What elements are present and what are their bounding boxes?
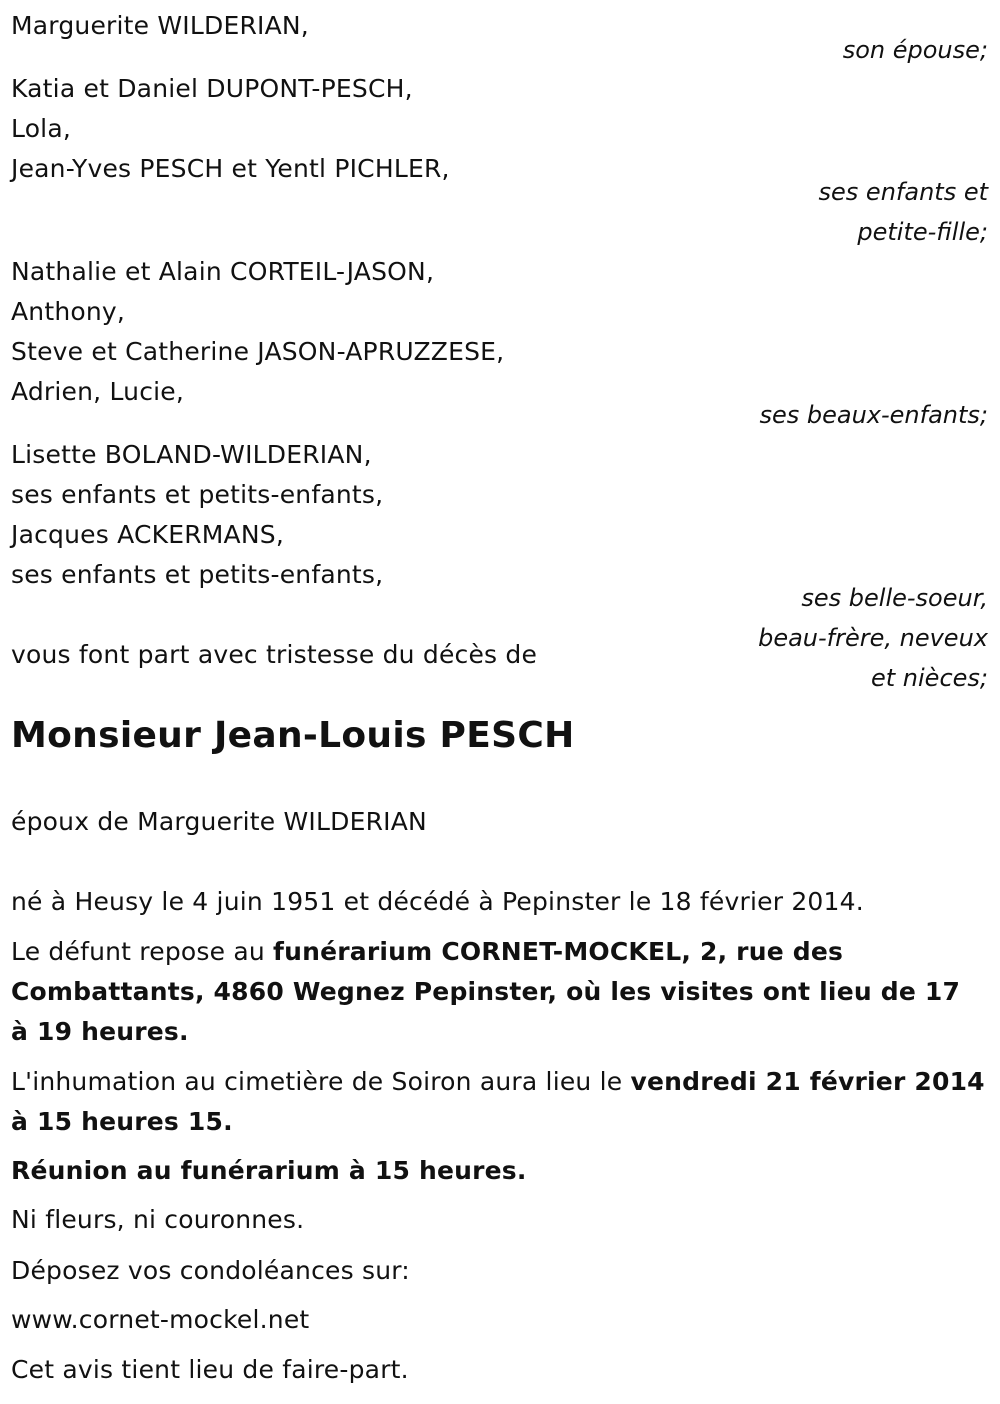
relation-label: petite-fille; — [857, 218, 988, 246]
family-line: Jean-Yves PESCH et Yentl PICHLER, — [11, 154, 450, 183]
relation-label: ses enfants et — [818, 178, 988, 206]
relation-label: beau-frère, neveux — [758, 624, 988, 652]
family-line: ses enfants et petits-enfants, — [11, 560, 384, 589]
family-line: Lola, — [11, 114, 71, 143]
relation-label: ses beaux-enfants; — [759, 401, 988, 429]
notice-line: Cet avis tient lieu de faire-part. — [11, 1355, 409, 1384]
burial-paragraph — [11, 1062, 986, 1142]
meeting-line: Réunion au funérarium à 15 heures. — [11, 1156, 527, 1185]
family-line: Anthony, — [11, 297, 126, 326]
burial-prefix: L'inhumation au cimetière de Soiron aura lieu le — [11, 1067, 631, 1096]
family-line: Katia et Daniel DUPONT-PESCH, — [11, 74, 413, 103]
relation-label: son épouse; — [842, 36, 988, 64]
condolences-label: Déposez vos condoléances sur: — [11, 1256, 410, 1285]
family-line: ses enfants et petits-enfants, — [11, 480, 384, 509]
deceased-name: Monsieur Jean-Louis PESCH — [11, 715, 575, 756]
family-line: Adrien, Lucie, — [11, 377, 185, 406]
announcement-text: vous font part avec tristesse du décès de — [11, 640, 538, 669]
relation-label: et nièces; — [871, 664, 988, 692]
spouse-line: époux de Marguerite WILDERIAN — [11, 807, 427, 836]
family-line: Marguerite WILDERIAN, — [11, 11, 309, 40]
dates-line: né à Heusy le 4 juin 1951 et décédé à Pepinster le 18 février 2014. — [11, 887, 864, 916]
family-line: Steve et Catherine JASON-APRUZZESE, — [11, 337, 505, 366]
website-link[interactable]: www.cornet-mockel.net — [11, 1305, 310, 1334]
rest-details: funérarium CORNET-MOCKEL, 2, rue des Combattants, 4860 Wegnez Pepinster, où les visites ont lieu de 17 à 19 heures. — [11, 937, 961, 1046]
rest-prefix: Le défunt repose au — [11, 937, 274, 966]
flowers-line: Ni fleurs, ni couronnes. — [11, 1205, 305, 1234]
rest-paragraph — [11, 932, 986, 1052]
family-line: Jacques ACKERMANS, — [11, 520, 284, 549]
family-line: Nathalie et Alain CORTEIL-JASON, — [11, 257, 435, 286]
relation-label: ses belle-soeur, — [801, 584, 988, 612]
burial-details: vendredi 21 février 2014 à 15 heures 15. — [11, 1067, 985, 1136]
family-line: Lisette BOLAND-WILDERIAN, — [11, 440, 372, 469]
